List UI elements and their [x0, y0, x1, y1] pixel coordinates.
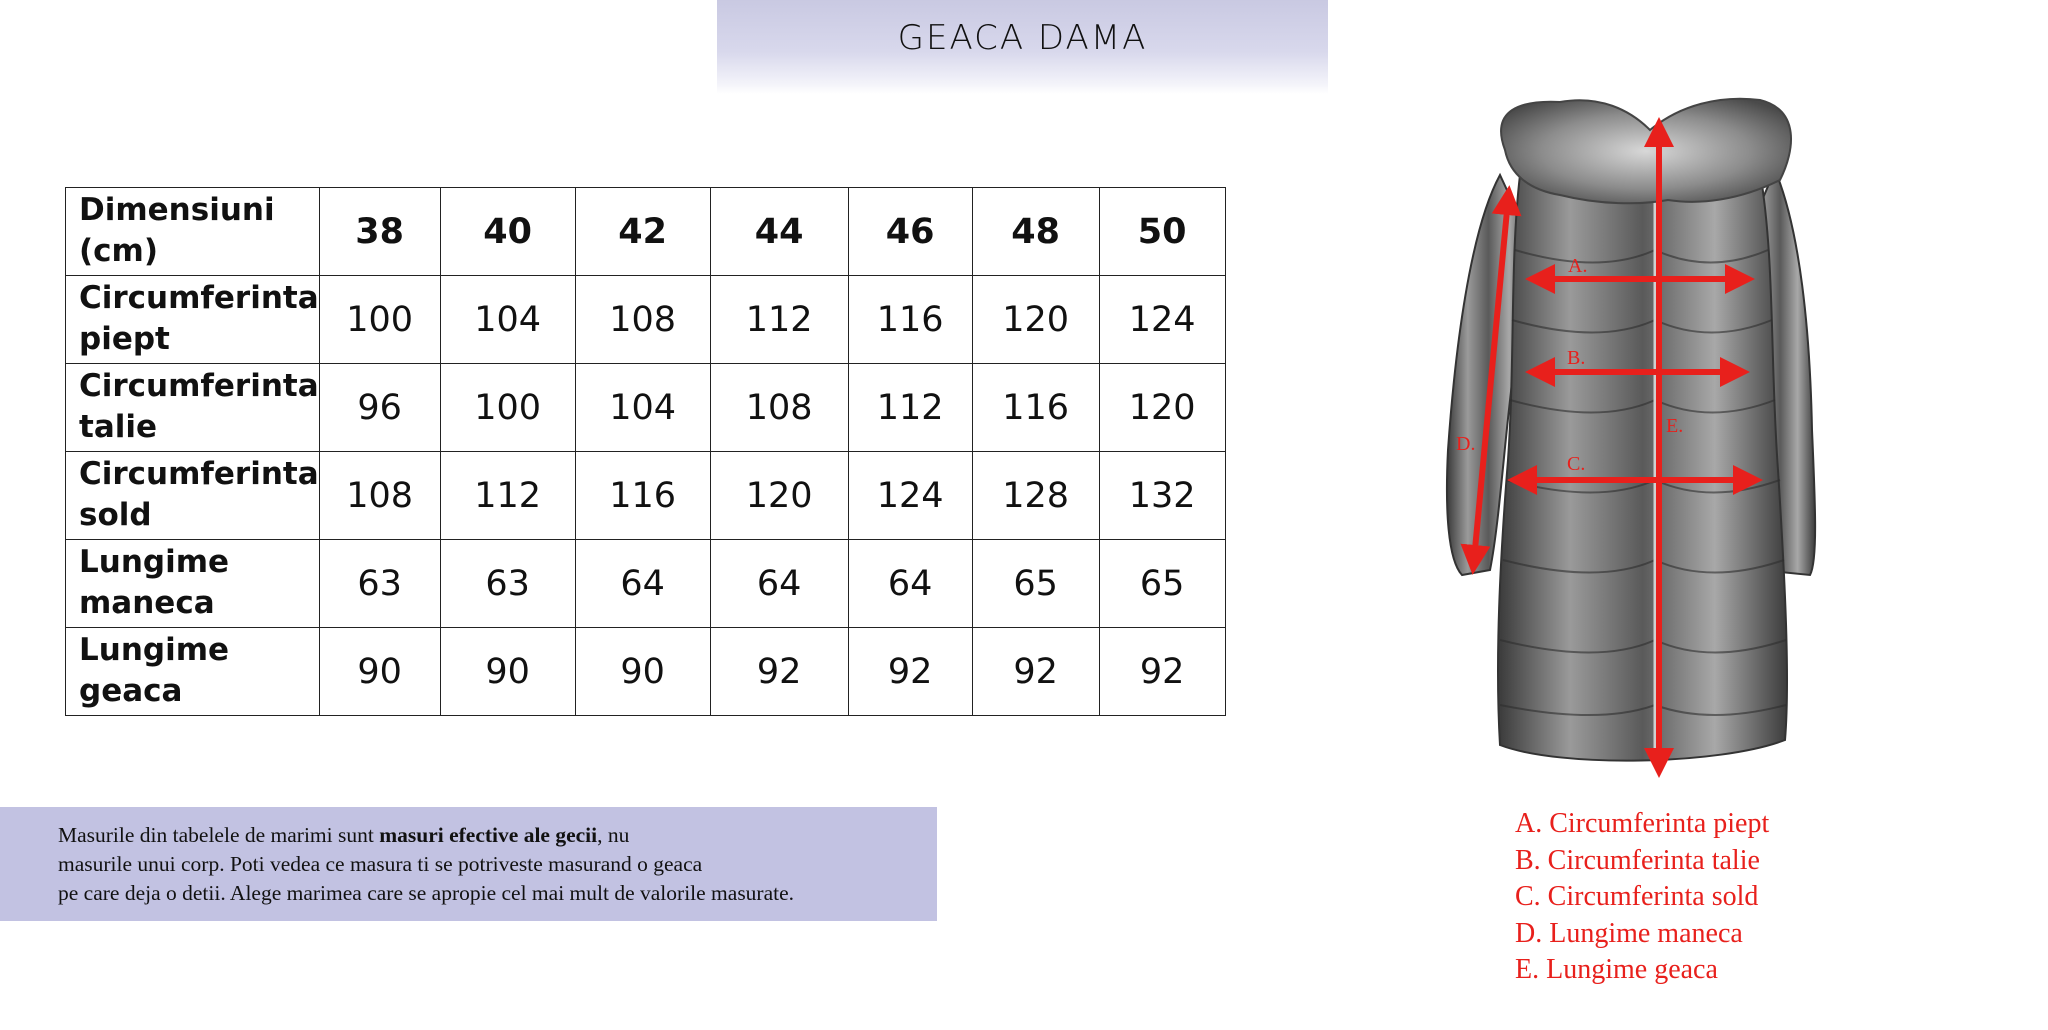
header-label: Dimensiuni (cm) [66, 188, 320, 276]
title-bar [717, 0, 1328, 94]
table-cell: 104 [440, 276, 575, 364]
table-cell: 132 [1099, 452, 1225, 540]
size-cell: 46 [848, 188, 972, 276]
note-line: masurile unui corp. Poti vedea ce masura ti se potriveste masurand o geaca [58, 852, 703, 876]
table-cell: 65 [972, 540, 1099, 628]
table-row [66, 540, 1226, 628]
row-label: Circumferinta piept [66, 276, 320, 364]
label-b: B. [1567, 347, 1586, 369]
table-cell: 104 [575, 364, 710, 452]
table-cell: 64 [575, 540, 710, 628]
jacket-body [1498, 172, 1787, 761]
table-cell: 116 [848, 276, 972, 364]
legend-item: A. Circumferinta piept [1515, 808, 1770, 839]
table-cell: 128 [972, 452, 1099, 540]
label-a: A. [1568, 255, 1588, 277]
table-cell: 116 [972, 364, 1099, 452]
table-cell: 100 [319, 276, 440, 364]
table-cell: 92 [972, 628, 1099, 716]
table-cell: 120 [972, 276, 1099, 364]
table-row [66, 452, 1226, 540]
note-line: Masurile din tabelele de marimi sunt masuri efective ale gecii, nu [58, 823, 630, 847]
table-row [66, 276, 1226, 364]
info-note [0, 807, 937, 921]
table-cell: 63 [319, 540, 440, 628]
label-e: E. [1666, 415, 1684, 437]
size-table [65, 187, 1226, 716]
legend-item: D. Lungime maneca [1515, 917, 1743, 949]
table-cell: 63 [440, 540, 575, 628]
table-cell: 90 [575, 628, 710, 716]
legend-item: C. Circumferinta sold [1515, 881, 1759, 912]
label-d: D. [1456, 433, 1476, 455]
table-cell: 90 [440, 628, 575, 716]
table-cell: 92 [710, 628, 848, 716]
jacket-diagram [1430, 90, 1830, 780]
table-cell: 116 [575, 452, 710, 540]
row-label: Circumferinta sold [66, 452, 320, 540]
table-row [66, 628, 1226, 716]
table-cell: 64 [710, 540, 848, 628]
table-cell: 65 [1099, 540, 1225, 628]
size-cell: 38 [319, 188, 440, 276]
table-cell: 112 [710, 276, 848, 364]
table-cell: 112 [848, 364, 972, 452]
row-label: Lungime maneca [66, 540, 320, 628]
table-cell: 92 [1099, 628, 1225, 716]
size-cell: 50 [1099, 188, 1225, 276]
table-cell: 64 [848, 540, 972, 628]
size-cell: 42 [575, 188, 710, 276]
page-title: GEACA DAMA [897, 18, 1148, 58]
legend-item: B. Circumferinta talie [1515, 844, 1760, 876]
note-line: pe care deja o detii. Alege marimea care se apropie cel mai mult de valorile masurate. [58, 881, 795, 905]
legend-item: E. Lungime geaca [1515, 954, 1718, 985]
table-cell: 120 [1099, 364, 1225, 452]
table-cell: 108 [319, 452, 440, 540]
table-cell: 112 [440, 452, 575, 540]
table-cell: 108 [575, 276, 710, 364]
table-cell: 124 [1099, 276, 1225, 364]
table-cell: 90 [319, 628, 440, 716]
size-cell: 48 [972, 188, 1099, 276]
table-cell: 124 [848, 452, 972, 540]
table-cell: 92 [848, 628, 972, 716]
row-label: Circumferinta talie [66, 364, 320, 452]
table-cell: 108 [710, 364, 848, 452]
table-cell: 96 [319, 364, 440, 452]
table-row [66, 364, 1226, 452]
table-cell: 100 [440, 364, 575, 452]
table-cell: 120 [710, 452, 848, 540]
fur-hood [1501, 99, 1791, 204]
measurement-legend [1515, 806, 1769, 989]
size-cell: 40 [440, 188, 575, 276]
size-cell: 44 [710, 188, 848, 276]
row-label: Lungime geaca [66, 628, 320, 716]
table-header-row [66, 188, 1226, 276]
label-c: C. [1567, 453, 1586, 475]
